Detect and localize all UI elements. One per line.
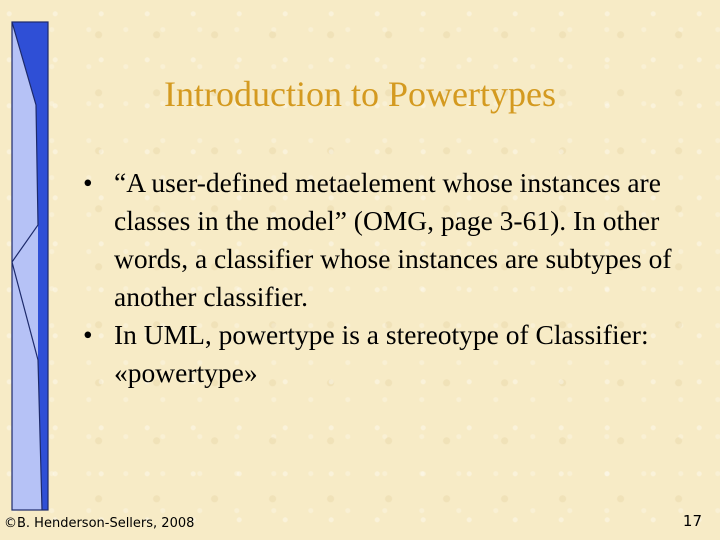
bullet-text: “A user-defined metaelement whose instances are classes in the model” (OMG, page 3-61). In other words, a classifier whose instances are subtypes of another classifier.	[114, 167, 672, 312]
left-decorative-bar	[0, 0, 60, 540]
copyright-footer: ©B. Henderson-Sellers, 2008	[4, 516, 195, 531]
bullet-text: In UML, powertype is a stereotype of Classifier: «powertype»	[114, 319, 649, 388]
bullet-list	[83, 164, 703, 392]
bullet-dot: •	[83, 319, 93, 350]
slide-title: Introduction to Powertypes	[164, 74, 556, 114]
page-number: 17	[682, 512, 702, 530]
bar-light-lower	[12, 225, 42, 510]
bullet-item	[83, 316, 703, 392]
bullet-dot: •	[83, 167, 93, 198]
bullet-item	[83, 164, 703, 316]
